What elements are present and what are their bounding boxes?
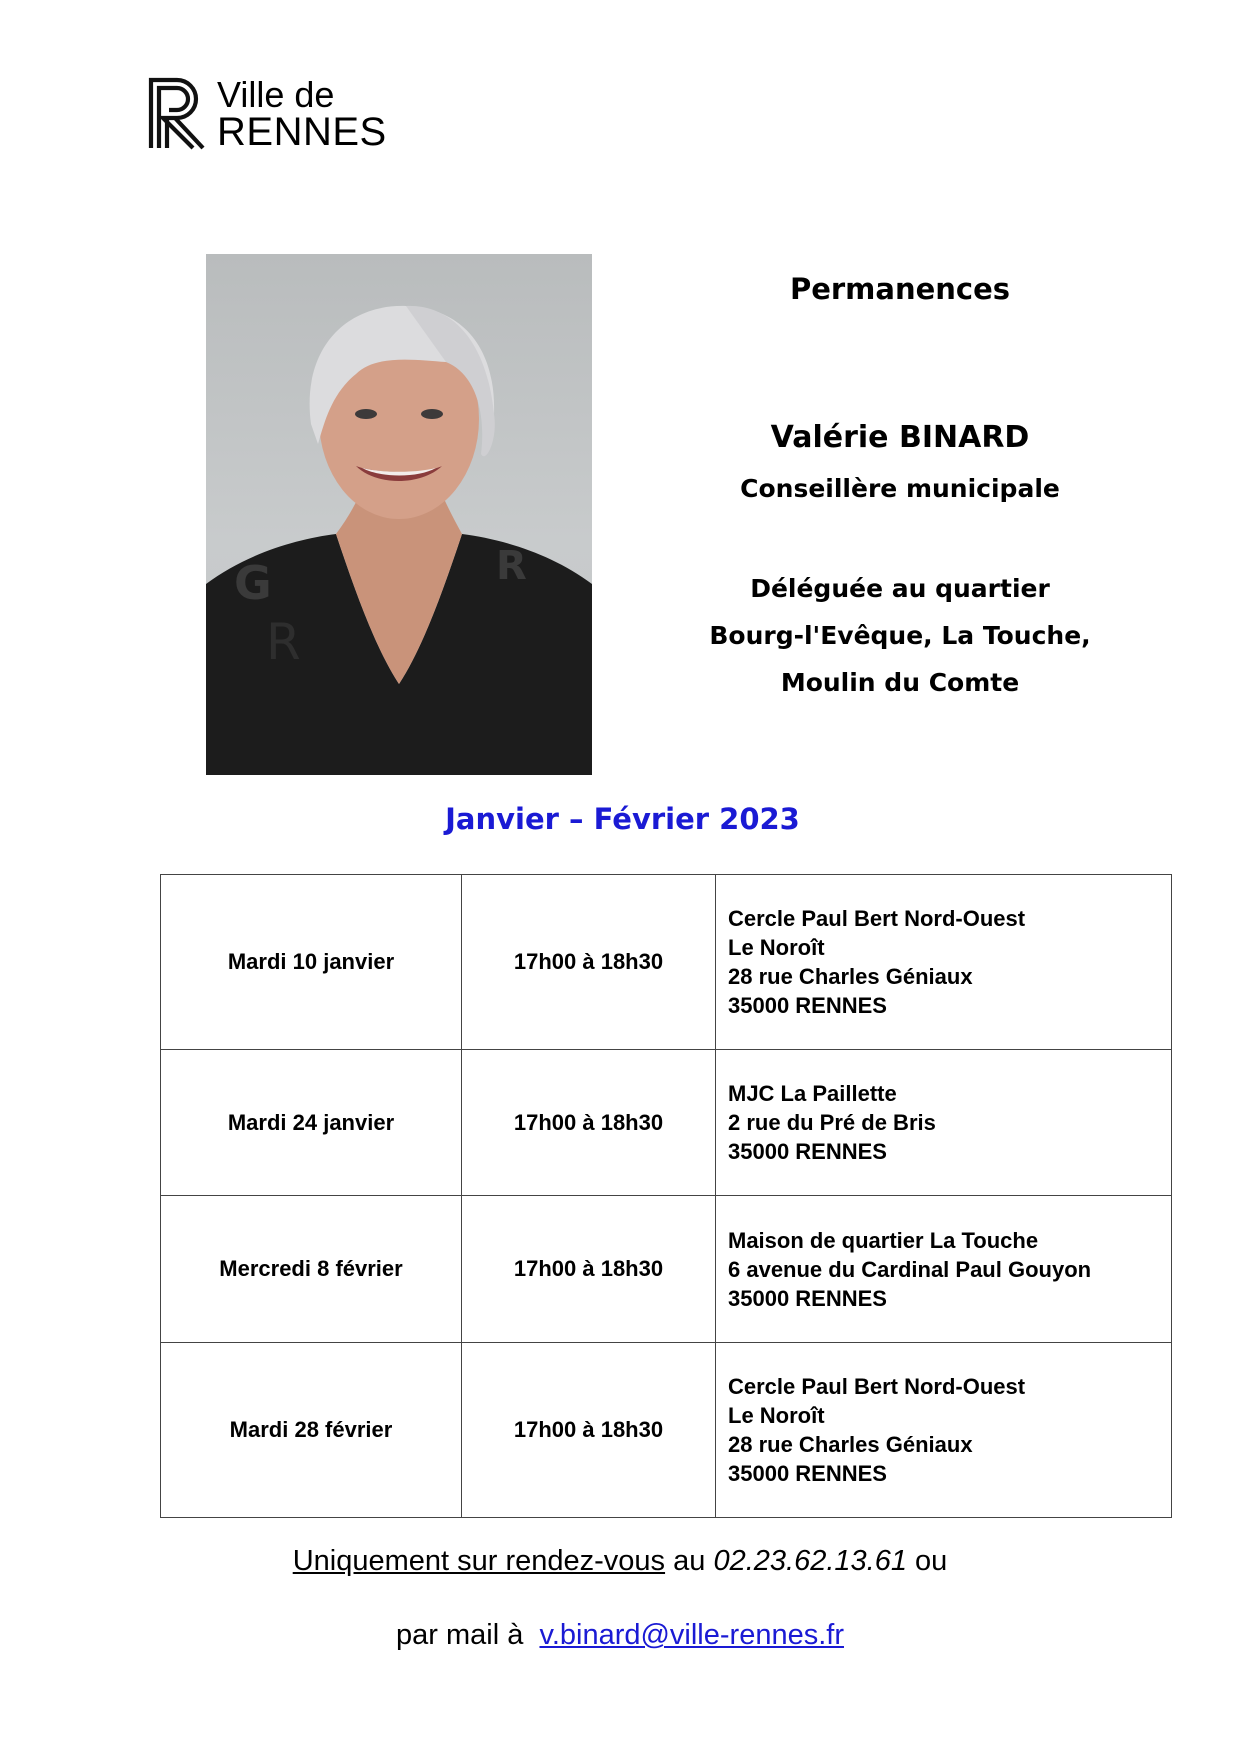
appointment-line xyxy=(120,1545,1120,1578)
table-row xyxy=(161,1050,1172,1196)
place-line: Cercle Paul Bert Nord-Ouest xyxy=(728,906,1026,931)
ville-de-rennes-logo xyxy=(147,74,407,154)
page-title: Permanences xyxy=(789,272,1011,306)
time-cell: 17h00 à 18h30 xyxy=(462,1343,716,1518)
period-heading: Janvier – Février 2023 xyxy=(445,802,800,836)
place-line: 28 rue Charles Géniaux xyxy=(728,1432,973,1457)
date-cell: Mardi 28 février xyxy=(161,1343,462,1518)
delegation-line: Moulin du Comte xyxy=(780,668,1020,697)
time-cell: 17h00 à 18h30 xyxy=(462,1196,716,1343)
place-line: 35000 RENNES xyxy=(728,1461,887,1486)
date-cell: Mercredi 8 février xyxy=(161,1196,462,1343)
time-cell: 17h00 à 18h30 xyxy=(462,875,716,1050)
mail-prefix: par mail à xyxy=(396,1619,540,1651)
schedule-table xyxy=(160,874,1172,1518)
appointment-text: Uniquement sur rendez-vous xyxy=(292,1545,666,1577)
svg-text:R: R xyxy=(496,543,527,589)
delegation-line: Bourg-l'Evêque, La Touche, xyxy=(709,621,1091,650)
place-line: Le Noroît xyxy=(728,1403,825,1428)
email-link[interactable]: v.binard@ville-rennes.fr xyxy=(539,1619,844,1651)
date-cell: Mardi 24 janvier xyxy=(161,1050,462,1196)
logo-line-2: RENNES xyxy=(217,110,387,154)
place-cell xyxy=(716,1050,1172,1196)
date-cell: Mardi 10 janvier xyxy=(161,875,462,1050)
place-line: 28 rue Charles Géniaux xyxy=(728,964,973,989)
person-name: Valérie BINARD xyxy=(770,420,1030,455)
logo-line-1: Ville de xyxy=(217,74,335,115)
table-row xyxy=(161,1196,1172,1343)
place-line: Le Noroît xyxy=(728,935,825,960)
place-line: Maison de quartier La Touche xyxy=(728,1227,1039,1253)
svg-text:G: G xyxy=(234,556,272,610)
place-cell xyxy=(716,1196,1172,1343)
place-line: 35000 RENNES xyxy=(728,1139,887,1164)
table-row xyxy=(161,875,1172,1050)
svg-text:R: R xyxy=(266,613,301,671)
place-line: 2 rue du Pré de Bris xyxy=(728,1110,936,1135)
place-line: 35000 RENNES xyxy=(728,993,887,1018)
rennes-r-logo-icon xyxy=(147,76,209,150)
place-line: Cercle Paul Bert Nord-Ouest xyxy=(728,1374,1026,1399)
delegation-block xyxy=(640,565,1160,706)
place-line: MJC La Paillette xyxy=(728,1081,897,1106)
phone-number: 02.23.62.13.61 xyxy=(713,1545,907,1577)
portrait-photo xyxy=(206,254,592,775)
email-line xyxy=(120,1619,1120,1652)
table-row xyxy=(161,1343,1172,1518)
time-cell: 17h00 à 18h30 xyxy=(462,1050,716,1196)
place-cell xyxy=(716,1343,1172,1518)
phone-suffix: ou xyxy=(906,1545,948,1577)
place-cell xyxy=(716,875,1172,1050)
person-role: Conseillère municipale xyxy=(740,474,1060,503)
place-line: 35000 RENNES xyxy=(728,1285,887,1311)
place-line: 6 avenue du Cardinal Paul Gouyon xyxy=(728,1256,1092,1282)
delegation-line: Déléguée au quartier xyxy=(750,574,1050,603)
phone-prefix: au xyxy=(665,1545,714,1577)
